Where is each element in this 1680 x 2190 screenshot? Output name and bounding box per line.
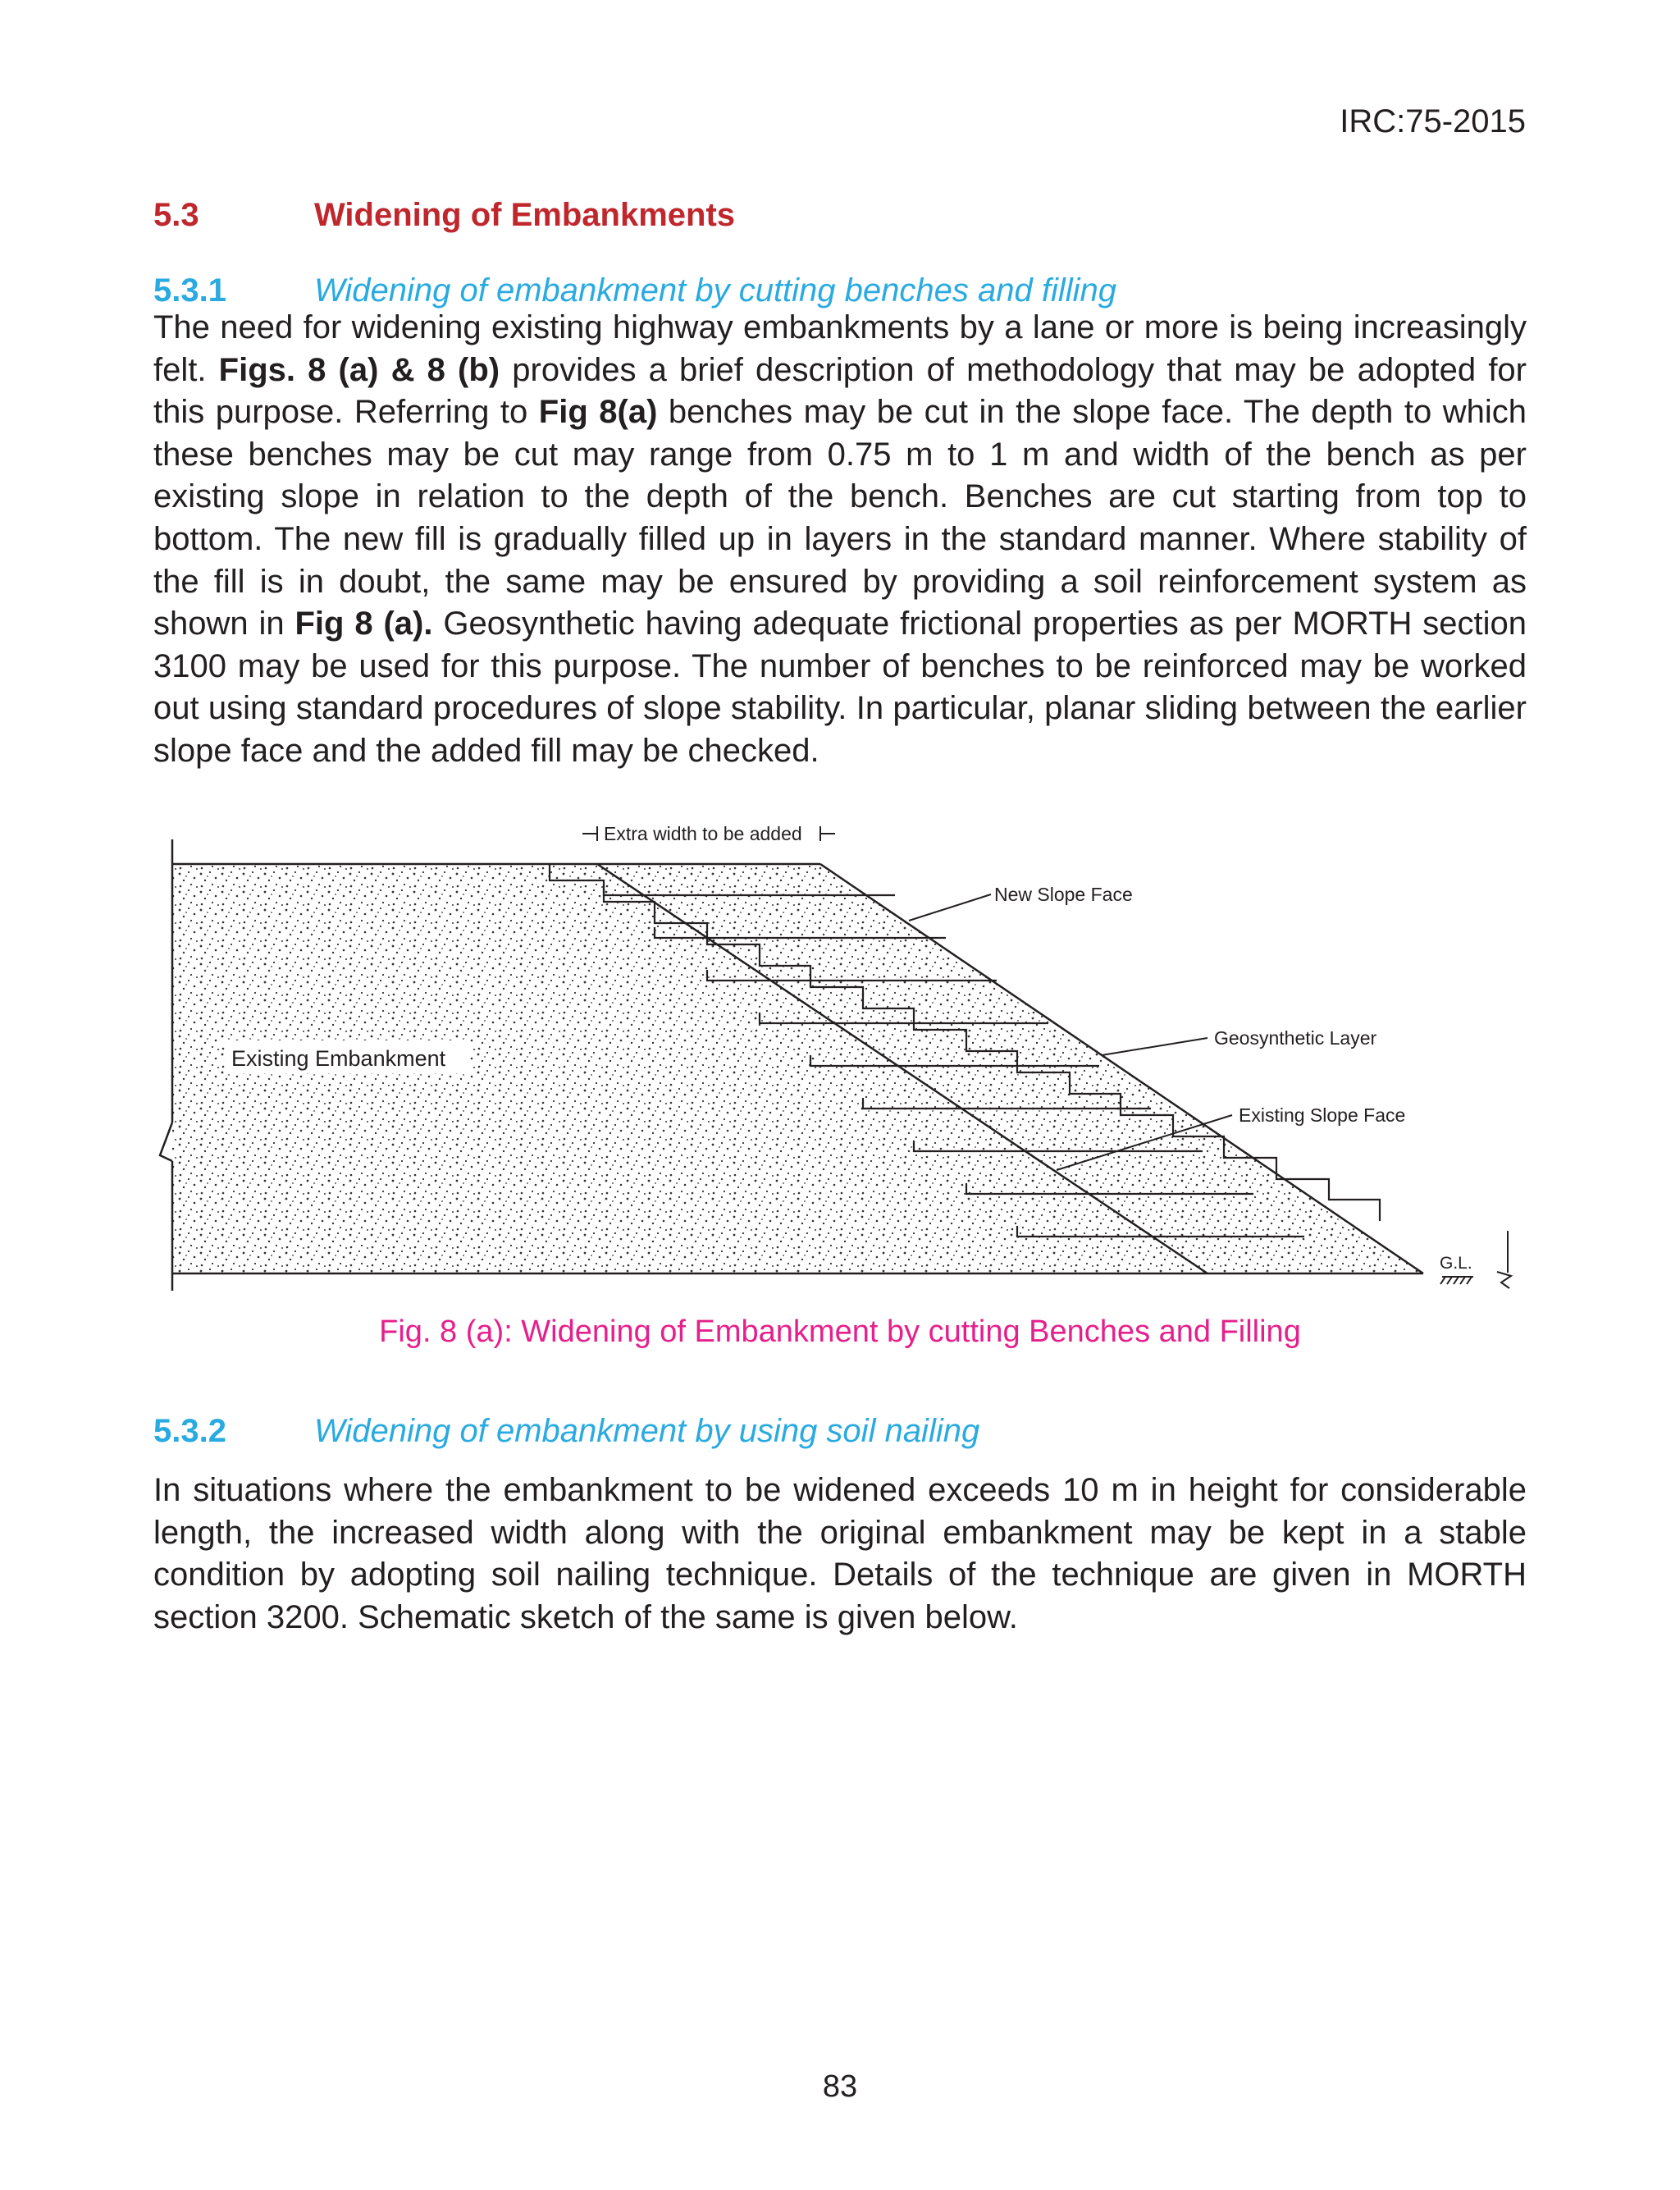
paragraph-text: Geosynthetic having adequate frictional properties as per MORTH section 3100 may be used for this purpose. The number of benches to be reinforced may be worked out using standard procedures of slope stability. In particular, planar sliding between the earlier slope face and the added fill may be checked. [153,606,1527,769]
paragraph-text: benches may be cut in the slope face. The depth to which these benches may be cut may range from 0.75 m to 1 m and width of the bench as per existing slope in relation to the depth of the bench. Benches are cut starting from top to bottom. The new fill is gradually filled up in layers in the standard manner. Where stability of the fill is in doubt, the same may be ensured by providing a soil reinforcement system as shown in [153,394,1527,642]
section-number: 5.3 [153,197,199,233]
label-new-slope-face: New Slope Face [994,884,1133,905]
figure-reference: Fig 8 (a). [294,606,433,642]
section-title: Widening of Embankments [314,197,736,233]
label-existing-embankment: Existing Embankment [231,1046,446,1071]
figure-reference: Fig 8(a) [538,394,658,431]
subsection-title: Widening of embankment by using soil nailing [314,1413,980,1449]
subsection-number: 5.3.2 [153,1413,226,1449]
paragraph-text: provides a brief description of methodology that may be adopted for this purpose. Referring to [153,351,1527,431]
paragraph-text: The need for widening existing highway embankments by a lane or more is being increasingly felt. [153,309,1527,388]
figure-8a-diagram [156,816,1534,1309]
page-number: 83 [822,2069,858,2104]
figure-caption: Fig. 8 (a): Widening of Embankment by cutting Benches and Filling [379,1314,1301,1349]
label-extra-width: Extra width to be added [604,823,802,844]
subsection-number: 5.3.1 [153,272,226,309]
label-ground-level: G.L. [1440,1254,1472,1273]
figure-reference: Figs. 8 (a) & 8 (b) [218,351,500,388]
label-existing-slope-face: Existing Slope Face [1239,1104,1406,1126]
paragraph-5-3-2: In situations where the embankment to be widened exceeds 10 m in height for considerable length, the increased width along with the original embankment may be kept in a stable condition by adopting soil nailing technique. Details of the technique are given in MORTH section 3200. Schematic sketch of the same is given below. [153,1472,1527,1635]
paragraph-5-3-1 [153,307,1527,773]
label-geosynthetic-layer: Geosynthetic Layer [1214,1027,1377,1049]
document-code: IRC:75-2015 [1340,103,1526,139]
subsection-title: Widening of embankment by cutting benches and filling [314,272,1117,309]
